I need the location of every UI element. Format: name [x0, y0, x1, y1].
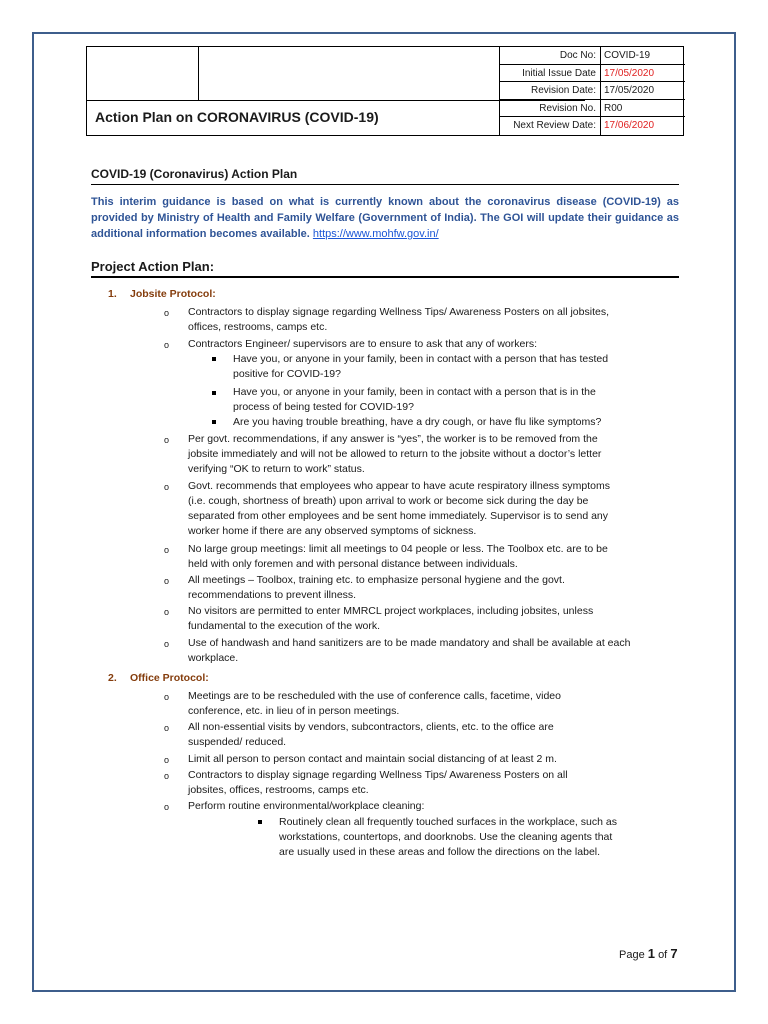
- circle-bullet-icon: o: [164, 755, 170, 765]
- section-heading: COVID-19 (Coronavirus) Action Plan: [91, 167, 298, 181]
- section-number: 1.: [108, 288, 117, 300]
- document-header-table: [86, 46, 684, 136]
- list-item: Have you, or anyone in your family, been in contact with a person that is in the process of being tested for COVID-19?: [233, 386, 596, 413]
- circle-bullet-icon: o: [164, 576, 170, 586]
- document-title: Action Plan on CORONAVIRUS (COVID-19): [95, 109, 379, 125]
- square-bullet-icon: [212, 357, 216, 361]
- meta-row-revision-no: [500, 100, 685, 118]
- section-title: Jobsite Protocol:: [130, 288, 216, 300]
- meta-row-initial-issue: [500, 65, 685, 83]
- list-item: Contractors to display signage regarding Wellness Tips/ Awareness Posters on all jobsites, offices, restrooms, camps etc.: [188, 306, 609, 333]
- square-bullet-icon: [212, 391, 216, 395]
- circle-bullet-icon: o: [164, 545, 170, 555]
- square-bullet-icon: [212, 420, 216, 424]
- list-item: Limit all person to person contact and maintain social distancing of at least 2 m.: [188, 753, 557, 765]
- logo-cell: [87, 47, 199, 101]
- meta-value: COVID-19: [604, 50, 651, 61]
- list-item: Meetings are to be rescheduled with the use of conference calls, facetime, video conference, etc. in lieu of in person meetings.: [188, 690, 561, 717]
- list-item: No large group meetings: limit all meetings to 04 people or less. The Toolbox etc. are to be held with only foremen and with personal distance between individuals.: [188, 543, 608, 570]
- meta-row-next-review: [500, 117, 685, 135]
- meta-row-doc-no: [500, 47, 685, 65]
- circle-bullet-icon: o: [164, 308, 170, 318]
- square-bullet-icon: [258, 820, 262, 824]
- meta-value: 17/05/2020: [604, 67, 655, 79]
- list-item: Perform routine environmental/workplace cleaning:: [188, 800, 425, 812]
- meta-label: Revision Date:: [500, 82, 601, 99]
- divider: [91, 276, 679, 278]
- circle-bullet-icon: o: [164, 639, 170, 649]
- meta-label: Revision No.: [500, 100, 601, 117]
- list-item: Routinely clean all frequently touched surfaces in the workplace, such as workstations, countertops, and doorknobs. Use the cleaning agents that are usually used in these areas and follow the directions on the label.: [279, 816, 617, 858]
- list-item: Per govt. recommendations, if any answer is “yes”, the worker is to be removed from the jobsite immediately and will not be allowed to return to the jobsite without a doctor’s letter verifying “OK to return to work” status.: [188, 433, 602, 475]
- circle-bullet-icon: o: [164, 771, 170, 781]
- list-item: Contractors Engineer/ supervisors are to ensure to ask that any of workers:: [188, 338, 537, 350]
- mohfw-link[interactable]: https://www.mohfw.gov.in/: [312, 228, 439, 240]
- plan-heading: Project Action Plan:: [91, 259, 215, 274]
- circle-bullet-icon: o: [164, 607, 170, 617]
- circle-bullet-icon: o: [164, 482, 170, 492]
- meta-label: Next Review Date:: [500, 117, 601, 135]
- circle-bullet-icon: o: [164, 802, 170, 812]
- page-number: Page 1 of 7: [619, 946, 678, 961]
- meta-value: R00: [604, 102, 623, 114]
- section-jobsite-protocol: [108, 288, 216, 300]
- meta-label: Doc No:: [500, 47, 601, 64]
- circle-bullet-icon: o: [164, 435, 170, 445]
- document-meta: [499, 47, 685, 136]
- intro-paragraph: [91, 194, 679, 242]
- circle-bullet-icon: o: [164, 692, 170, 702]
- list-item: Have you, or anyone in your family, been in contact with a person that has tested positive for COVID-19?: [233, 353, 609, 380]
- meta-row-revision-date: [500, 82, 685, 100]
- list-item: Are you having trouble breathing, have a dry cough, or have flu like symptoms?: [233, 416, 602, 428]
- circle-bullet-icon: o: [164, 340, 170, 350]
- list-item: All non-essential visits by vendors, subcontractors, clients, etc. to the office are suspended/ reduced.: [188, 721, 554, 748]
- list-item: Govt. recommends that employees who appear to have acute respiratory illness symptoms (i.e. cough, shortness of breath) upon arrival to work or become sick during the day be separated from other employees and be sent home immediately. Supervisor is to send any worker home if there are any observed symptoms of sickness.: [188, 480, 610, 537]
- section-office-protocol: [108, 672, 209, 684]
- intro-text: This interim guidance is based on what is currently known about the coronavirus disease (COVID-19) as provided by Ministry of Health and Family Welfare (Government of India). The GOI will update their guidance as additional information becomes available.: [91, 196, 679, 240]
- meta-value: 17/05/2020: [604, 85, 655, 97]
- section-title: Office Protocol:: [130, 672, 209, 684]
- section-number: 2.: [108, 672, 117, 684]
- meta-label: Initial Issue Date: [500, 65, 601, 82]
- meta-value: 17/06/2020: [604, 120, 655, 132]
- circle-bullet-icon: o: [164, 723, 170, 733]
- list-item: No visitors are permitted to enter MMRCL project workplaces, including jobsites, unless fundamental to the execution of the work.: [188, 605, 594, 632]
- list-item: Contractors to display signage regarding Wellness Tips/ Awareness Posters on all jobsites, offices, restrooms, camps etc.: [188, 769, 568, 796]
- divider: [91, 184, 679, 185]
- list-item: All meetings – Toolbox, training etc. to emphasize personal hygiene and the govt. recommendations to prevent illness.: [188, 574, 565, 601]
- list-item: Use of handwash and hand sanitizers are to be made mandatory and shall be available at each workplace.: [188, 637, 631, 664]
